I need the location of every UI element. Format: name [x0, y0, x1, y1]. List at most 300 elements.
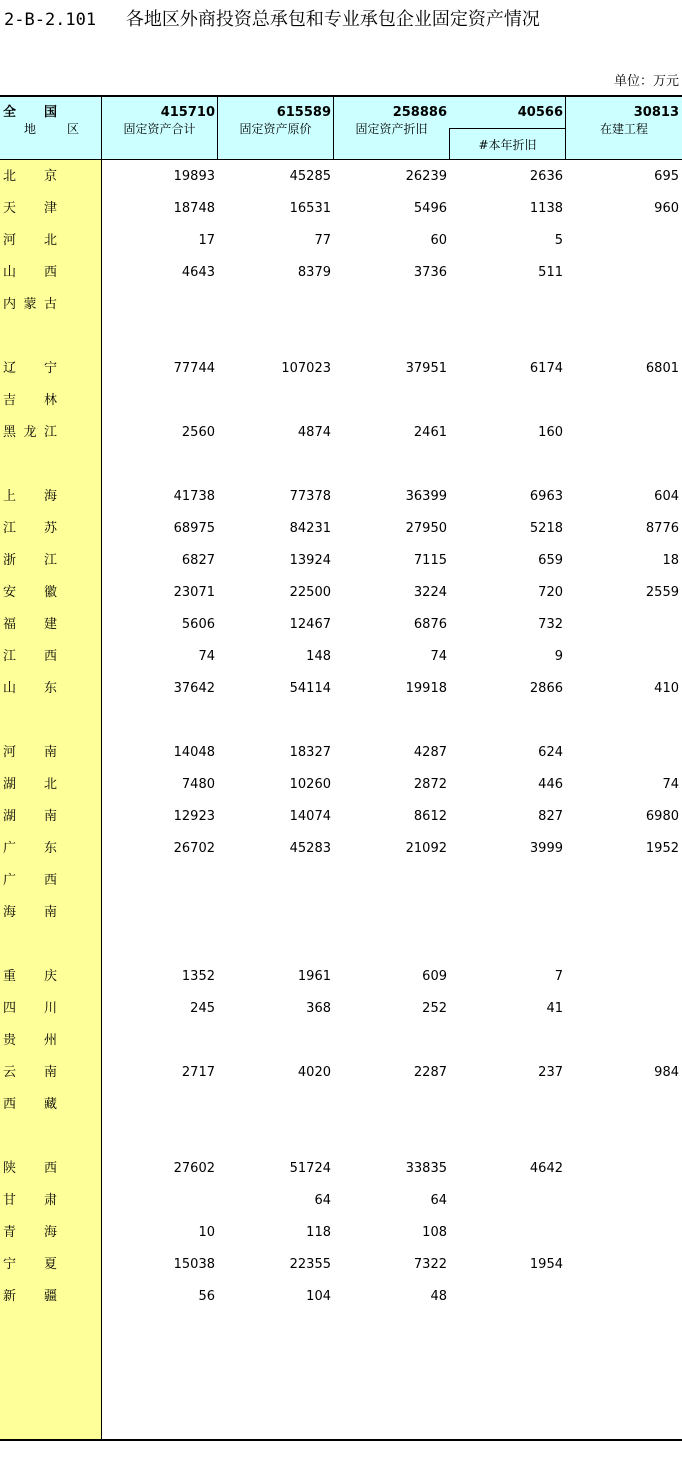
table-row — [0, 1185, 682, 1217]
region-char: 川 — [43, 1001, 57, 1016]
value-cell: 2287 — [413, 1065, 447, 1080]
value-cell — [334, 1089, 447, 1121]
region-char: 西 — [43, 873, 57, 888]
value-cell: 245 — [190, 1001, 215, 1016]
region-char: 广 — [3, 841, 17, 856]
value-cell: 19918 — [405, 681, 447, 696]
region-char: 贵 — [3, 1033, 17, 1048]
value-cell: 615589 — [276, 105, 331, 120]
table-row — [0, 257, 682, 289]
value-cell — [334, 385, 447, 417]
value-cell: 6980 — [645, 809, 679, 824]
value-cell: 74 — [662, 777, 679, 792]
value-cell: 415710 — [160, 105, 215, 120]
value-cell — [566, 1185, 679, 1217]
value-cell: 74 — [430, 649, 447, 664]
value-cell — [566, 865, 679, 897]
region-name — [3, 897, 57, 929]
table-row — [0, 385, 682, 417]
table-row — [0, 801, 682, 833]
region-name — [3, 1089, 57, 1121]
value-cell: 2717 — [181, 1065, 215, 1080]
region-name — [3, 641, 57, 673]
header-construction: 在建工程 — [599, 121, 648, 136]
value-cell: 368 — [306, 1001, 331, 1016]
value-cell: 12467 — [289, 617, 331, 632]
value-cell: 695 — [654, 169, 679, 184]
region-char: 江 — [3, 649, 17, 664]
value-cell: 19893 — [173, 169, 215, 184]
value-cell — [566, 1281, 679, 1313]
region-char: 山 — [3, 265, 17, 280]
table-row — [0, 417, 682, 449]
region-char: 林 — [43, 393, 57, 408]
region-char: 东 — [43, 681, 57, 696]
table-row — [0, 161, 682, 193]
value-cell: 7480 — [181, 777, 215, 792]
value-cell — [218, 1025, 331, 1057]
region-char: 夏 — [43, 1257, 57, 1272]
region-name — [3, 1025, 57, 1057]
unit-label: 单位：万元 — [613, 74, 679, 89]
region-char: 云 — [3, 1065, 17, 1080]
value-cell: 3736 — [413, 265, 447, 280]
region-char: 新 — [3, 1289, 17, 1304]
table-row — [0, 1281, 682, 1313]
header-original: 固定资产原价 — [239, 121, 312, 136]
value-cell: 237 — [538, 1065, 563, 1080]
region-char: 北 — [43, 777, 57, 792]
value-cell: 18327 — [289, 745, 331, 760]
region-char: 疆 — [43, 1289, 57, 1304]
value-cell: 5 — [554, 233, 563, 248]
value-cell: 18748 — [173, 201, 215, 216]
value-cell: 5606 — [181, 617, 215, 632]
value-cell — [334, 865, 447, 897]
value-cell: 108 — [422, 1225, 447, 1240]
header-region-char: 区 — [66, 121, 79, 136]
region-name — [3, 865, 57, 897]
value-cell — [566, 1217, 679, 1249]
region-name — [3, 993, 57, 1025]
value-cell: 45283 — [289, 841, 331, 856]
region-name — [3, 1057, 57, 1089]
value-cell: 118 — [306, 1225, 331, 1240]
value-cell — [334, 1025, 447, 1057]
region-name — [3, 193, 57, 225]
region-name — [3, 481, 57, 513]
table-row — [0, 513, 682, 545]
page-title — [4, 2, 540, 38]
value-cell: 77378 — [289, 489, 331, 504]
region-char: 吉 — [3, 393, 17, 408]
region-char: 北 — [3, 169, 17, 184]
value-cell: 45285 — [289, 169, 331, 184]
value-cell — [566, 1249, 679, 1281]
value-cell: 5496 — [413, 201, 447, 216]
value-cell: 960 — [654, 201, 679, 216]
value-cell: 107023 — [281, 361, 331, 376]
value-cell — [566, 289, 679, 321]
value-cell: 1954 — [529, 1257, 563, 1272]
value-cell: 17 — [198, 233, 215, 248]
header-divider — [449, 128, 450, 159]
value-cell: 2866 — [529, 681, 563, 696]
table-row — [0, 609, 682, 641]
value-cell: 41 — [546, 1001, 563, 1016]
region-char: 海 — [3, 905, 17, 920]
value-cell: 16531 — [289, 201, 331, 216]
region-char: 藏 — [43, 1097, 57, 1112]
value-cell: 27602 — [173, 1161, 215, 1176]
region-char: 西 — [3, 1097, 17, 1112]
region-char: 青 — [3, 1225, 17, 1240]
region-char: 庆 — [43, 969, 57, 984]
region-name — [3, 353, 57, 385]
value-cell: 3224 — [413, 585, 447, 600]
region-name — [3, 161, 57, 193]
value-cell: 37951 — [405, 361, 447, 376]
value-cell: 2560 — [181, 425, 215, 440]
header-depreciation-this-year: #本年折旧 — [478, 137, 537, 152]
value-cell: 258886 — [392, 105, 447, 120]
region-char: 广 — [3, 873, 17, 888]
value-cell — [450, 1185, 563, 1217]
value-cell — [450, 385, 563, 417]
value-cell — [566, 641, 679, 673]
region-char: 山 — [3, 681, 17, 696]
table-row — [0, 993, 682, 1025]
value-cell: 64 — [430, 1193, 447, 1208]
value-cell: 60 — [430, 233, 447, 248]
value-cell: 2872 — [413, 777, 447, 792]
value-cell: 51724 — [289, 1161, 331, 1176]
value-cell: 1352 — [181, 969, 215, 984]
value-cell: 14074 — [289, 809, 331, 824]
region-name — [3, 225, 57, 257]
value-cell: 5218 — [529, 521, 563, 536]
region-char: 福 — [3, 617, 17, 632]
value-cell: 1138 — [529, 201, 563, 216]
value-cell: 604 — [654, 489, 679, 504]
value-cell: 104 — [306, 1289, 331, 1304]
value-cell: 511 — [538, 265, 563, 280]
value-cell — [218, 385, 331, 417]
value-cell: 6827 — [181, 553, 215, 568]
value-cell: 33835 — [405, 1161, 447, 1176]
value-cell: 26702 — [173, 841, 215, 856]
region-char: 建 — [43, 617, 57, 632]
region-name — [3, 961, 57, 993]
table-row — [0, 865, 682, 897]
region-name — [3, 513, 57, 545]
region-char: 江 — [43, 425, 57, 440]
value-cell: 6801 — [645, 361, 679, 376]
header-depreciation: 固定资产折旧 — [355, 121, 428, 136]
value-cell: 56 — [198, 1289, 215, 1304]
region-char: 海 — [43, 1225, 57, 1240]
value-cell: 21092 — [405, 841, 447, 856]
value-cell: 13924 — [289, 553, 331, 568]
value-cell — [218, 289, 331, 321]
table-row — [0, 289, 682, 321]
region-char: 全 — [3, 105, 17, 120]
region-name — [3, 577, 57, 609]
value-cell: 252 — [422, 1001, 447, 1016]
value-cell: 720 — [538, 585, 563, 600]
region-char: 内 — [3, 297, 17, 312]
table-row — [0, 641, 682, 673]
value-cell — [566, 961, 679, 993]
value-cell: 6174 — [529, 361, 563, 376]
table-row — [0, 769, 682, 801]
value-cell — [566, 225, 679, 257]
header-total: 固定资产合计 — [123, 121, 196, 136]
value-cell — [566, 737, 679, 769]
value-cell — [566, 609, 679, 641]
value-cell: 15038 — [173, 1257, 215, 1272]
value-cell: 8612 — [413, 809, 447, 824]
value-cell — [566, 1153, 679, 1185]
value-cell: 2559 — [645, 585, 679, 600]
value-cell: 4020 — [297, 1065, 331, 1080]
table-row — [0, 961, 682, 993]
value-cell: 4874 — [297, 425, 331, 440]
value-cell — [102, 289, 215, 321]
region-char: 西 — [43, 265, 57, 280]
table-row — [0, 1217, 682, 1249]
value-cell — [102, 1185, 215, 1217]
value-cell: 6963 — [529, 489, 563, 504]
table-row — [0, 193, 682, 225]
value-cell: 68975 — [173, 521, 215, 536]
region-name — [3, 1281, 57, 1313]
region-char: 天 — [3, 201, 17, 216]
region-char: 徽 — [43, 585, 57, 600]
value-cell — [102, 385, 215, 417]
region-char: 西 — [43, 1161, 57, 1176]
region-char: 重 — [3, 969, 17, 984]
table-row — [0, 545, 682, 577]
value-cell: 732 — [538, 617, 563, 632]
region-char: 浙 — [3, 553, 17, 568]
value-cell: 148 — [306, 649, 331, 664]
value-cell: 4643 — [181, 265, 215, 280]
region-char: 江 — [3, 521, 17, 536]
value-cell — [102, 1025, 215, 1057]
region-char: 四 — [3, 1001, 17, 1016]
table-bottom-border — [0, 1439, 682, 1441]
table-row — [0, 481, 682, 513]
value-cell: 77744 — [173, 361, 215, 376]
region-char: 黑 — [3, 425, 17, 440]
header-bottom-border — [0, 159, 682, 160]
table-row — [0, 1057, 682, 1089]
value-cell — [566, 993, 679, 1025]
value-cell: 9 — [554, 649, 563, 664]
region-name — [3, 257, 57, 289]
value-cell: 410 — [654, 681, 679, 696]
region-name — [3, 609, 57, 641]
region-char: 北 — [43, 233, 57, 248]
region-char: 京 — [43, 169, 57, 184]
region-name — [3, 417, 57, 449]
value-cell: 7322 — [413, 1257, 447, 1272]
region-char: 蒙 — [23, 297, 37, 312]
region-name — [3, 545, 57, 577]
value-cell — [450, 1025, 563, 1057]
region-char: 国 — [43, 105, 57, 120]
value-cell: 4287 — [413, 745, 447, 760]
region-char: 湖 — [3, 777, 17, 792]
region-char: 甘 — [3, 1193, 17, 1208]
table-row — [0, 673, 682, 705]
value-cell: 41738 — [173, 489, 215, 504]
value-cell: 1952 — [645, 841, 679, 856]
region-char: 河 — [3, 233, 17, 248]
region-char: 州 — [43, 1033, 57, 1048]
region-char: 陕 — [3, 1161, 17, 1176]
value-cell: 659 — [538, 553, 563, 568]
value-cell: 10 — [198, 1225, 215, 1240]
value-cell: 827 — [538, 809, 563, 824]
value-cell: 22500 — [289, 585, 331, 600]
value-cell: 8379 — [297, 265, 331, 280]
value-cell — [450, 1089, 563, 1121]
value-cell: 984 — [654, 1065, 679, 1080]
value-cell: 37642 — [173, 681, 215, 696]
region-name — [3, 385, 57, 417]
value-cell — [450, 1281, 563, 1313]
table-row — [0, 97, 682, 129]
value-cell — [102, 1089, 215, 1121]
value-cell: 2461 — [413, 425, 447, 440]
value-cell: 36399 — [405, 489, 447, 504]
value-cell — [566, 1025, 679, 1057]
table-row — [0, 577, 682, 609]
data-table — [0, 95, 682, 1441]
region-name — [3, 97, 57, 129]
value-cell: 30813 — [633, 105, 679, 120]
value-cell: 48 — [430, 1289, 447, 1304]
value-cell — [450, 289, 563, 321]
table-row — [0, 353, 682, 385]
value-cell: 6876 — [413, 617, 447, 632]
region-char: 湖 — [3, 809, 17, 824]
value-cell: 54114 — [289, 681, 331, 696]
region-char: 东 — [43, 841, 57, 856]
value-cell: 22355 — [289, 1257, 331, 1272]
value-cell: 446 — [538, 777, 563, 792]
value-cell — [334, 289, 447, 321]
value-cell: 64 — [314, 1193, 331, 1208]
region-char: 安 — [3, 585, 17, 600]
region-char: 江 — [43, 553, 57, 568]
table-row — [0, 897, 682, 929]
value-cell — [102, 897, 215, 929]
region-char: 宁 — [3, 1257, 17, 1272]
table-title: 各地区外商投资总承包和专业承包企业固定资产情况 — [125, 9, 540, 30]
table-row — [0, 737, 682, 769]
value-cell: 2636 — [529, 169, 563, 184]
value-cell — [566, 1089, 679, 1121]
value-cell: 77 — [314, 233, 331, 248]
value-cell — [566, 257, 679, 289]
region-name — [3, 801, 57, 833]
value-cell: 1961 — [297, 969, 331, 984]
region-char: 古 — [43, 297, 57, 312]
region-char: 河 — [3, 745, 17, 760]
region-char: 南 — [43, 745, 57, 760]
region-char: 肃 — [43, 1193, 57, 1208]
region-name — [3, 833, 57, 865]
table-row — [0, 1025, 682, 1057]
value-cell: 23071 — [173, 585, 215, 600]
value-cell — [102, 865, 215, 897]
value-cell: 609 — [422, 969, 447, 984]
region-char: 海 — [43, 489, 57, 504]
value-cell: 14048 — [173, 745, 215, 760]
region-name — [3, 1249, 57, 1281]
region-char: 津 — [43, 201, 57, 216]
value-cell — [566, 385, 679, 417]
value-cell — [566, 897, 679, 929]
value-cell: 624 — [538, 745, 563, 760]
value-cell — [450, 1217, 563, 1249]
value-cell — [218, 865, 331, 897]
region-name — [3, 1153, 57, 1185]
region-char: 南 — [43, 809, 57, 824]
region-name — [3, 1185, 57, 1217]
value-cell: 7 — [554, 969, 563, 984]
value-cell — [450, 897, 563, 929]
region-char: 南 — [43, 1065, 57, 1080]
table-code: 2-B-2.101 — [4, 10, 97, 30]
value-cell: 7115 — [413, 553, 447, 568]
region-char: 宁 — [43, 361, 57, 376]
value-cell — [450, 865, 563, 897]
value-cell: 3999 — [529, 841, 563, 856]
region-name — [3, 1217, 57, 1249]
table-row — [0, 1089, 682, 1121]
value-cell: 160 — [538, 425, 563, 440]
table-row — [0, 833, 682, 865]
value-cell: 26239 — [405, 169, 447, 184]
value-cell: 40566 — [517, 105, 563, 120]
value-cell: 84231 — [289, 521, 331, 536]
region-name — [3, 673, 57, 705]
value-cell: 27950 — [405, 521, 447, 536]
value-cell — [218, 1089, 331, 1121]
value-cell: 4642 — [529, 1161, 563, 1176]
region-char: 辽 — [3, 361, 17, 376]
table-row — [0, 1153, 682, 1185]
value-cell: 10260 — [289, 777, 331, 792]
table-row — [0, 225, 682, 257]
value-cell: 12923 — [173, 809, 215, 824]
value-cell: 74 — [198, 649, 215, 664]
region-name — [3, 737, 57, 769]
value-cell: 18 — [662, 553, 679, 568]
region-char: 龙 — [23, 425, 37, 440]
region-name — [3, 289, 57, 321]
region-name — [3, 769, 57, 801]
region-char: 南 — [43, 905, 57, 920]
region-char: 苏 — [43, 521, 57, 536]
value-cell — [566, 417, 679, 449]
region-char: 上 — [3, 489, 17, 504]
value-cell: 8776 — [645, 521, 679, 536]
